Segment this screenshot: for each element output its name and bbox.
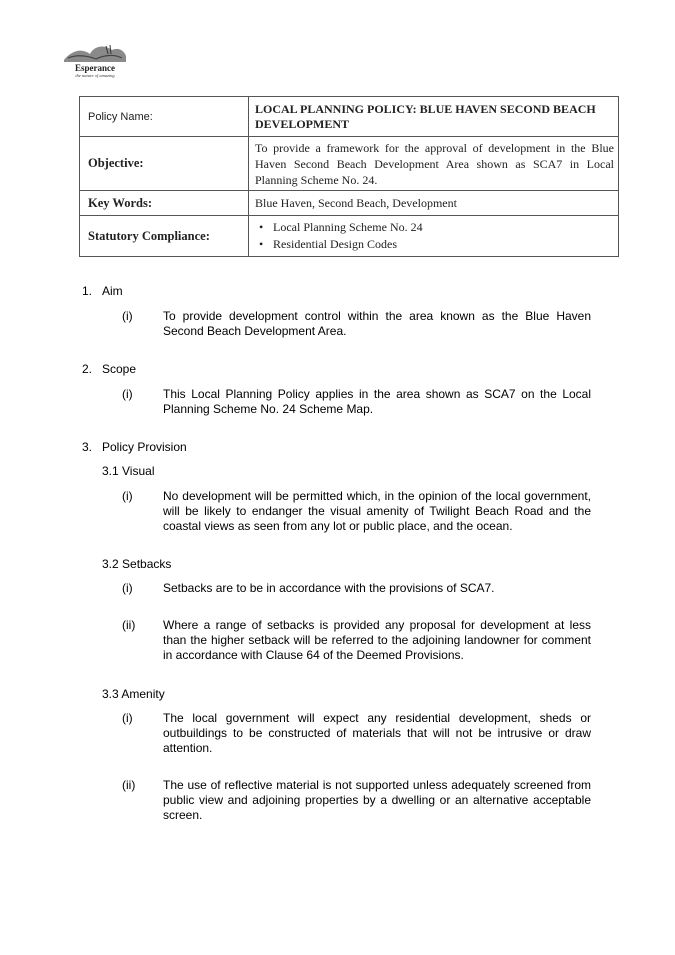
compliance-list [255,219,614,253]
logo-name: Esperance [75,63,115,73]
logo-tagline: the nature of amazing [75,73,115,78]
policy-details-table [79,96,619,257]
statutory-compliance-value [249,216,619,257]
key-words-value: Blue Haven, Second Beach, Development [249,191,619,216]
section-number: 3. [82,440,93,454]
scope-paragraph: This Local Planning Policy applies in the area shown as SCA7 on the Local Planning Scheme No. 24 Scheme Map. [163,387,591,416]
item-marker: (i) [122,711,133,725]
item-marker: (ii) [122,778,136,792]
shire-logo [60,42,130,80]
section-heading-scope: Scope [102,362,137,376]
list-item: • Residential Design Codes [255,236,614,253]
key-words-label: Key Words: [80,191,249,216]
section-number: 2. [82,362,93,376]
section-heading-policy-provision: Policy Provision [102,440,187,454]
table-row [80,97,619,137]
amenity-paragraph-2: The use of reflective material is not supported unless adequately screened from public view and adjoining properties by a dwelling or an alternative acceptable screen. [163,778,591,822]
table-row [80,216,619,257]
table-row [80,191,619,216]
subsection-heading-setbacks: 3.2 Setbacks [102,557,172,571]
setbacks-paragraph-1: Setbacks are to be in accordance with the provisions of SCA7. [163,581,495,595]
item-marker: (ii) [122,618,136,632]
section-number: 1. [82,284,93,298]
visual-paragraph: No development will be permitted which, in the opinion of the local government, will be likely to endanger the visual amenity of Twilight Beach Road and the coastal views as seen from any lot or public place, and the ocean. [163,489,591,533]
item-marker: (i) [122,309,133,323]
subsection-heading-visual: 3.1 Visual [102,464,155,478]
section-heading-aim: Aim [102,284,123,298]
objective-label: Objective: [80,137,249,191]
statutory-compliance-label: Statutory Compliance: [80,216,249,257]
subsection-heading-amenity: 3.3 Amenity [102,687,165,701]
policy-name-value: LOCAL PLANNING POLICY: BLUE HAVEN SECOND BEACH DEVELOPMENT [249,97,619,137]
amenity-paragraph-1: The local government will expect any residential development, sheds or outbuildings to be constructed of materials that will not be intrusive or draw attention. [163,711,591,755]
policy-name-label: Policy Name: [80,97,249,137]
item-marker: (i) [122,581,133,595]
aim-paragraph: To provide development control within the area known as the Blue Haven Second Beach Development Area. [163,309,591,338]
item-marker: (i) [122,489,133,503]
table-row [80,137,619,191]
setbacks-paragraph-2: Where a range of setbacks is provided any proposal for development at less than the higher setback will be referred to the adjoining landowner for comment in accordance with Clause 64 of the Deemed Provisions. [163,618,591,662]
item-marker: (i) [122,387,133,401]
objective-value: To provide a framework for the approval of development in the Blue Haven Second Beach Development Area shown as SCA7 in Local Planning Scheme No. 24. [249,137,619,191]
list-item: • Local Planning Scheme No. 24 [255,219,614,236]
